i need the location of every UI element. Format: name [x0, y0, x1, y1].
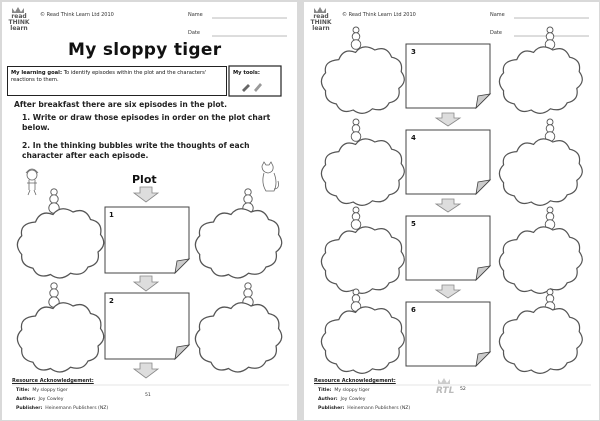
ack-title-row: Title: My sloppy tiger	[16, 388, 68, 393]
plot-label: Plot	[132, 173, 157, 186]
read-think-learn-logo: read THINK learn	[310, 13, 332, 32]
episode-number: 1	[109, 211, 114, 219]
page-number: 51	[145, 393, 151, 398]
step-2-text: 2. In the thinking bubbles write the thoughts of each character after each episode.	[22, 141, 250, 160]
left-page-graphics	[2, 2, 297, 420]
episode-number: 3	[411, 48, 416, 56]
episode-number: 2	[109, 297, 114, 305]
page-title: My sloppy tiger	[68, 40, 222, 60]
page-number: 52	[460, 387, 466, 392]
name-label: Name	[188, 12, 203, 18]
learning-goal: My learning goal: To identify episodes within the plot and the characters' reactions to them.	[11, 70, 207, 83]
copyright-text: © Read Think Learn Ltd 2010	[342, 12, 416, 18]
step-1-text: 1. Write or draw those episodes in order on the plot chart below.	[22, 113, 271, 132]
name-label: Name	[490, 12, 505, 18]
learning-goal-box	[7, 66, 227, 96]
acknowledgement-heading: Resource Acknowledgement:	[12, 378, 94, 384]
ack-title-row: Title: My sloppy tiger	[318, 388, 370, 393]
right-page-graphics	[304, 2, 599, 420]
tools-label: My tools:	[233, 70, 260, 76]
rtl-logo: RTL	[436, 386, 455, 396]
worksheet-page-right	[304, 2, 599, 420]
copyright-text: © Read Think Learn Ltd 2010	[40, 12, 114, 18]
ack-publisher-row: Publisher: Heinemann Publishers (NZ)	[318, 406, 411, 411]
read-think-learn-logo: read THINK learn	[8, 13, 30, 32]
ack-author-row: Author: Joy Cowley	[16, 397, 64, 402]
intro-text: After breakfast there are six episodes in the plot.	[14, 100, 228, 109]
date-label: Date	[188, 30, 200, 36]
ack-publisher-row: Publisher: Heinemann Publishers (NZ)	[16, 406, 109, 411]
rtl-crown-icon	[438, 378, 450, 384]
acknowledgement-heading: Resource Acknowledgement:	[314, 378, 396, 384]
worksheet-page-left	[2, 2, 297, 420]
episode-number: 6	[411, 306, 416, 314]
ack-author-row: Author: Joy Cowley	[318, 397, 366, 402]
episode-number: 5	[411, 220, 416, 228]
episode-number: 4	[411, 134, 416, 142]
date-label: Date	[490, 30, 502, 36]
